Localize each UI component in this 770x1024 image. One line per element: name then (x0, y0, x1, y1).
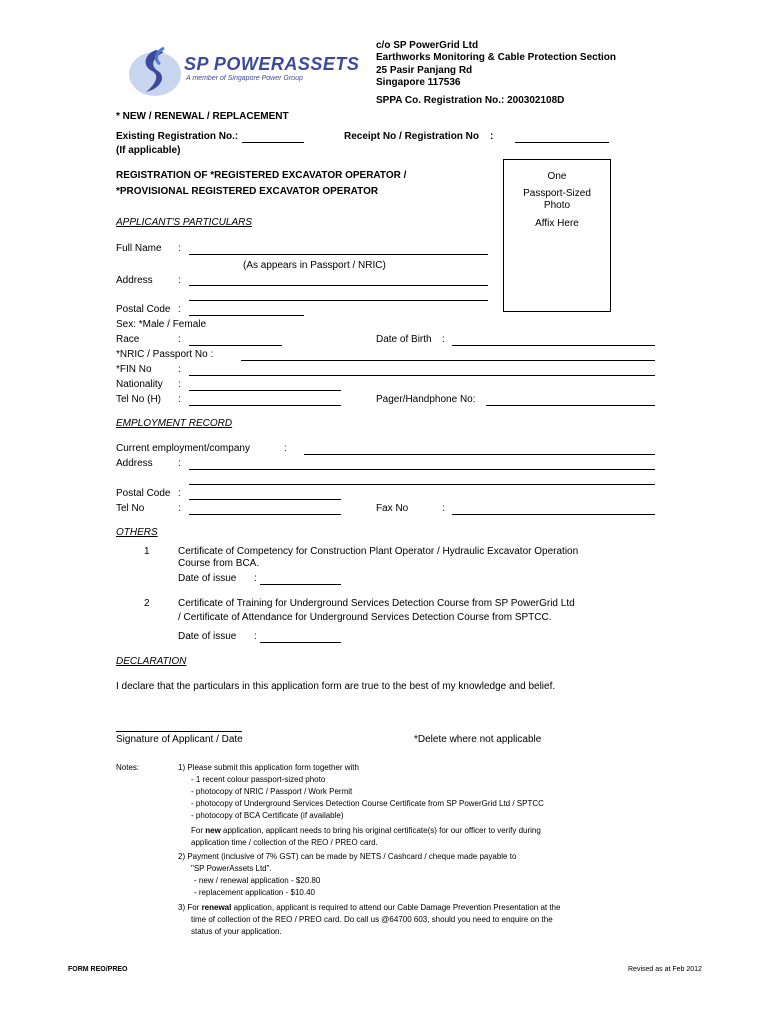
colon: : (284, 443, 287, 454)
others-item2-date-label: Date of issue (178, 631, 237, 642)
declaration-heading: DECLARATION (116, 656, 187, 667)
others-heading: OTHERS (116, 527, 158, 538)
employment-postal-label: Postal Code (116, 488, 171, 499)
colon: : (178, 503, 181, 514)
colon: : (178, 243, 181, 254)
note-1e-pre: For (191, 826, 206, 835)
colon: : (178, 364, 181, 375)
form-title-line1: REGISTRATION OF *REGISTERED EXCAVATOR OPERATOR / (116, 170, 407, 181)
others-item2-line2: / Certificate of Attendance for Underground Services Detection Course from SPTCC. (178, 612, 552, 623)
note-3a: time of collection of the REO / PREO card. Do call us @64700 603, should you need to enquire on the (191, 915, 553, 924)
others-item2-number: 2 (144, 598, 150, 609)
colon: : (442, 503, 445, 514)
note-1b: - photocopy of NRIC / Passport / Work Permit (191, 787, 353, 796)
address-line4: Singapore 117536 (376, 77, 461, 88)
applicant-heading: APPLICANT'S PARTICULARS (116, 217, 253, 228)
colon: : (178, 379, 181, 390)
fin-label: *FIN No (116, 364, 152, 375)
photo-line4: Affix Here (535, 218, 579, 229)
employment-heading: EMPLOYMENT RECORD (116, 418, 233, 429)
fin-field[interactable] (189, 375, 655, 376)
photo-line3: Photo (543, 200, 571, 211)
logo-tagline: A member of Singapore Power Group (186, 75, 303, 82)
pager-label: Pager/Handphone No: (376, 394, 476, 405)
employment-address-field-2[interactable] (189, 484, 655, 485)
employment-address-label: Address (116, 458, 153, 469)
address-field-2[interactable] (189, 300, 488, 301)
address-line3: 25 Pasir Panjang Rd (376, 65, 473, 76)
colon: : (178, 334, 181, 345)
colon: : (178, 458, 181, 469)
note-1d: - photocopy of BCA Certificate (if available) (191, 811, 344, 820)
form-type-heading: * NEW / RENEWAL / REPLACEMENT (116, 111, 289, 122)
receipt-field[interactable] (515, 142, 609, 143)
colon: : (178, 304, 181, 315)
note-2b: - new / renewal application - $20.80 (194, 876, 321, 885)
note-1: 1) Please submit this application form together with (178, 763, 359, 772)
others-item1-line2: Course from BCA. (178, 558, 260, 569)
note-2a: "SP PowerAssets Ltd". (191, 864, 272, 873)
note-3-post: application, applicant is required to attend our Cable Damage Prevention Presentation at the (231, 903, 561, 912)
address-label: Address (116, 275, 153, 286)
colon: : (442, 334, 445, 345)
others-item1-date-label: Date of issue (178, 573, 237, 584)
nationality-label: Nationality (116, 379, 163, 390)
form-code: FORM REO/PREO (68, 966, 128, 973)
if-applicable-note: (If applicable) (116, 145, 181, 156)
lightning-swirl-icon (126, 44, 184, 100)
employment-tel-label: Tel No (116, 503, 145, 514)
employment-postal-field[interactable] (189, 499, 341, 500)
delete-note: *Delete where not applicable (414, 734, 542, 745)
nric-field[interactable] (241, 360, 655, 361)
note-1f: application time / collection of the REO / PREO card. (191, 838, 378, 847)
form-title-line2: *PROVISIONAL REGISTERED EXCAVATOR OPERATOR (116, 186, 379, 197)
employment-address-field-1[interactable] (189, 469, 655, 470)
note-1a: - 1 recent colour passport-sized photo (191, 775, 326, 784)
note-3b: status of your application. (191, 927, 282, 936)
race-field[interactable] (189, 345, 282, 346)
notes-label: Notes: (116, 763, 140, 772)
tel-home-label: Tel No (H) (116, 394, 162, 405)
note-1e (191, 826, 541, 835)
company-field[interactable] (304, 454, 655, 455)
note-1e-post: application, applicant needs to bring his original certificate(s) for our officer to verify during (220, 826, 541, 835)
dob-label: Date of Birth (376, 334, 432, 345)
postal-code-label: Postal Code (116, 304, 171, 315)
declaration-text: I declare that the particulars in this application form are true to the best of my knowledge and belief. (116, 681, 556, 692)
others-item2-date-field[interactable] (260, 642, 341, 643)
others-item1-number: 1 (144, 546, 150, 557)
company-registration: SPPA Co. Registration No.: 200302108D (376, 95, 565, 106)
note-3-pre: 3) For (178, 903, 202, 912)
receipt-label: Receipt No / Registration No (344, 131, 480, 142)
signature-field[interactable] (116, 731, 242, 732)
address-line1: c/o SP PowerGrid Ltd (376, 40, 479, 51)
company-label: Current employment/company (116, 443, 250, 454)
fax-label: Fax No (376, 503, 409, 514)
pager-field[interactable] (486, 405, 655, 406)
existing-registration-field[interactable] (242, 142, 304, 143)
note-3-bold: renewal (201, 903, 232, 912)
logo (126, 44, 366, 100)
colon: : (254, 631, 257, 642)
note-2: 2) Payment (inclusive of 7% GST) can be made by NETS / Cashcard / cheque made payable to (178, 852, 517, 861)
receipt-colon: : (490, 131, 494, 142)
note-3 (178, 903, 560, 912)
tel-home-field[interactable] (189, 405, 341, 406)
colon: : (178, 488, 181, 499)
photo-line2: Passport-Sized (523, 188, 591, 199)
employment-tel-field[interactable] (189, 514, 341, 515)
race-label: Race (116, 334, 140, 345)
dob-field[interactable] (452, 345, 655, 346)
photo-box[interactable] (503, 159, 611, 312)
full-name-field[interactable] (189, 254, 488, 255)
note-1c: - photocopy of Underground Services Detection Course Certificate from SP PowerGrid Ltd / SPTCC (191, 799, 544, 808)
others-item1-date-field[interactable] (260, 584, 341, 585)
signature-label: Signature of Applicant / Date (116, 734, 243, 745)
colon: : (178, 275, 181, 286)
nationality-field[interactable] (189, 390, 341, 391)
logo-brand: SP POWERASSETS (184, 54, 360, 74)
fax-field[interactable] (452, 514, 655, 515)
note-2c: - replacement application - $10.40 (194, 888, 315, 897)
nric-label: *NRIC / Passport No : (116, 349, 214, 360)
others-item1-line1: Certificate of Competency for Construction Plant Operator / Hydraulic Excavator Operation (178, 546, 579, 557)
address-line2: Earthworks Monitoring & Cable Protection Section (376, 52, 617, 63)
postal-code-field[interactable] (189, 315, 304, 316)
photo-line1: One (547, 171, 567, 182)
colon: : (254, 573, 257, 584)
revised-date: Revised as at Feb 2012 (628, 966, 702, 973)
note-1e-bold: new (205, 826, 221, 835)
existing-registration-label: Existing Registration No.: (116, 131, 239, 142)
colon: : (178, 394, 181, 405)
passport-note: (As appears in Passport / NRIC) (243, 260, 386, 271)
sex-label[interactable]: Sex: *Male / Female (116, 319, 207, 330)
address-field-1[interactable] (189, 285, 488, 286)
full-name-label: Full Name (116, 243, 162, 254)
others-item2-line1: Certificate of Training for Underground Services Detection Course from SP PowerGrid Ltd (178, 598, 575, 609)
